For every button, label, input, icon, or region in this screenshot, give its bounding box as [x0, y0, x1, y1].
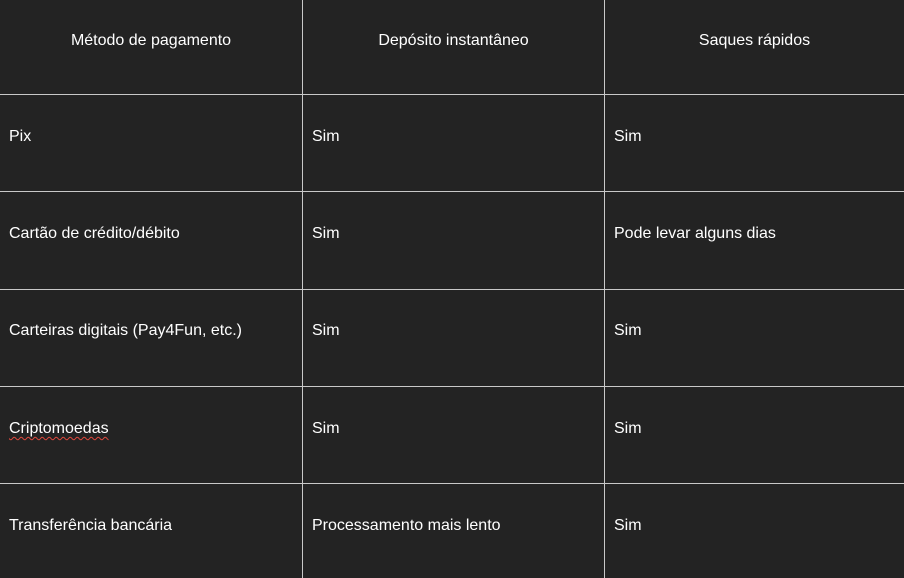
row-divider: [0, 94, 904, 95]
table-cell: Transferência bancária: [9, 517, 173, 534]
row-divider: [0, 386, 904, 387]
table-cell: Cartão de crédito/débito: [9, 225, 180, 242]
table-cell: Processamento mais lento: [312, 517, 501, 534]
table-cell: Sim: [312, 322, 340, 339]
header-fast-withdrawals: Saques rápidos: [698, 32, 811, 49]
table-cell: Carteiras digitais (Pay4Fun, etc.): [9, 322, 242, 339]
header-instant-deposit: Depósito instantâneo: [378, 32, 529, 49]
table-cell: Criptomoedas: [9, 420, 109, 437]
table-cell: Sim: [312, 420, 340, 437]
row-divider: [0, 191, 904, 192]
table-cell: Sim: [614, 322, 642, 339]
row-divider: [0, 289, 904, 290]
table-cell: Sim: [614, 128, 642, 145]
table-cell: Sim: [614, 420, 642, 437]
table-cell: Pix: [9, 128, 32, 145]
table-cell: Sim: [312, 225, 340, 242]
header-payment-method: Método de pagamento: [70, 32, 232, 49]
table-cell: Sim: [312, 128, 340, 145]
table-cell: Pode levar alguns dias: [614, 225, 776, 242]
table-cell: Sim: [614, 517, 642, 534]
row-divider: [0, 483, 904, 484]
